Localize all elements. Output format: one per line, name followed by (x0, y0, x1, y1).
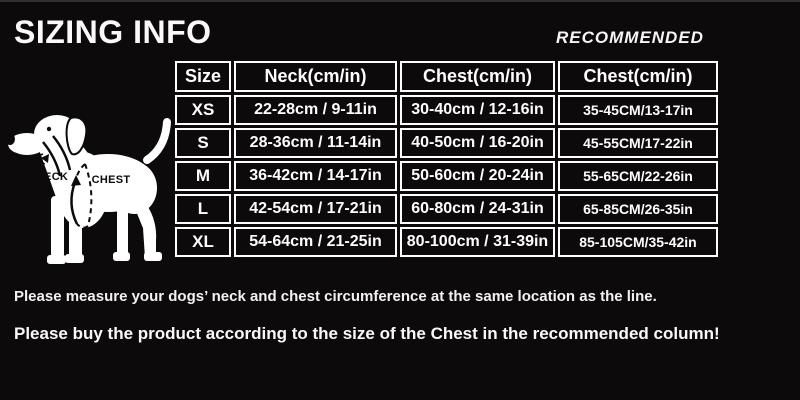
chest-cell: 30-40cm / 12-16in (400, 95, 555, 125)
buy-note: Please buy the product according to the size of the Chest in the recommended column! (14, 324, 720, 343)
neck-cell: 22-28cm / 9-11in (234, 95, 397, 125)
size-cell: XS (175, 95, 231, 125)
table-row (175, 95, 718, 125)
chest-recommended-cell: 35-45CM/13-17in (558, 95, 718, 125)
chest-cell: 50-60cm / 20-24in (400, 161, 555, 191)
chest-recommended-cell: 65-85CM/26-35in (558, 194, 718, 224)
dog-silhouette (8, 115, 167, 264)
col-header-neck: Neck(cm/in) (234, 61, 397, 92)
size-cell: L (175, 194, 231, 224)
dog-nose-icon (5, 133, 15, 145)
chest-cell: 60-80cm / 24-31in (400, 194, 555, 224)
measure-note: Please measure your dogs’ neck and chest circumference at the same location as the line. (14, 288, 657, 305)
chest-recommended-cell: 55-65CM/22-26in (558, 161, 718, 191)
neck-cell: 36-42cm / 14-17in (234, 161, 397, 191)
dog-illustration (5, 108, 175, 268)
size-cell: XL (175, 227, 231, 257)
neck-cell: 54-64cm / 21-25in (234, 227, 397, 257)
dog-eye-icon (47, 127, 51, 131)
neck-cell: 28-36cm / 11-14in (234, 128, 397, 158)
sizing-table (172, 58, 721, 260)
table-row (175, 161, 718, 191)
table-row (175, 227, 718, 257)
size-cell: M (175, 161, 231, 191)
col-header-chest-recommended: Chest(cm/in) (558, 61, 718, 92)
col-header-chest: Chest(cm/in) (400, 61, 555, 92)
neck-label: NECK (35, 171, 69, 183)
dog-tail (147, 122, 167, 160)
chest-recommended-cell: 45-55CM/17-22in (558, 128, 718, 158)
page-title: SIZING INFO (14, 14, 212, 50)
chest-label: CHEST (91, 174, 131, 186)
chest-cell: 40-50cm / 16-20in (400, 128, 555, 158)
table-row (175, 128, 718, 158)
header-row (175, 61, 718, 92)
col-header-size: Size (175, 61, 231, 92)
size-cell: S (175, 128, 231, 158)
table-row (175, 194, 718, 224)
chest-cell: 80-100cm / 31-39in (400, 227, 555, 257)
neck-cell: 42-54cm / 17-21in (234, 194, 397, 224)
recommended-label: RECOMMENDED (556, 28, 704, 47)
chest-recommended-cell: 85-105CM/35-42in (558, 227, 718, 257)
